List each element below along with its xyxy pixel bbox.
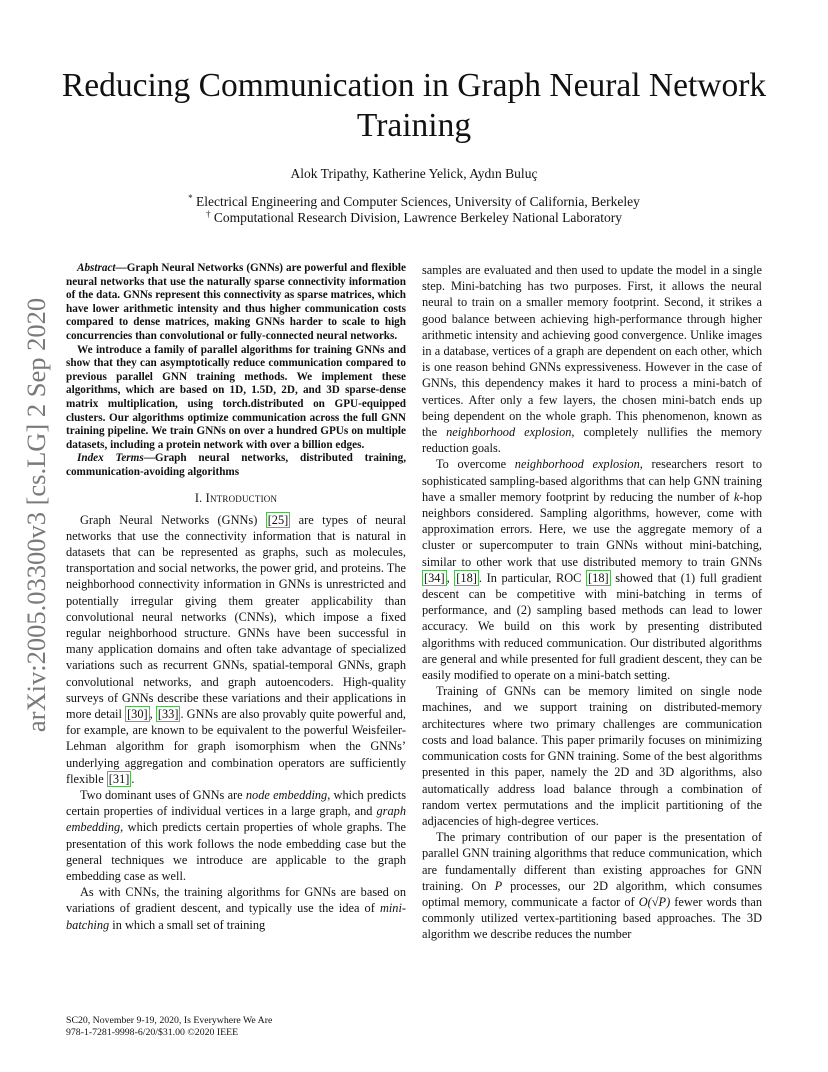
intro-paragraph-5: Training of GNNs can be memory limited on single node machines, and we support training on distributed-memory architectures where two primary challenges are communication costs and load balance. This paper primarily focuses on minimizing communication costs for GNN training. Some of the best algorithms presented in this paper, namely the 2D and 3D algorithms, also automatically address load balance through a combination of random vertex permutations and the implicit partitioning of the adjacencies of high-degree vertices. (422, 684, 762, 828)
text-run: To overcome (436, 457, 515, 472)
text-run: samples are evaluated and then used to update the model in a single step. Mini-batching has two purposes. First, it allows the neural neural to train on a smaller memory footprint. Second, it strikes a good balance between achieving high-performance through higher arithmetic intensity and achieving good convergence. Unlike images in a database, vertices of a graph are dependent on each other, which is one reason behind GNNs expressiveness. However in the case of GNNs, this dependency makes it hard to process a mini-batch of vertices. After only a few layers, the chosen mini-batch ends up being dependent on the whole graph. This phenomenon, known as the (422, 263, 762, 440)
intro-paragraph-4 (422, 456, 762, 683)
text-run: . In particular, ROC (478, 570, 587, 585)
text-run: , researchers resort to sophisticated sampling-based algorithms that can help GNN training have a smaller memory footprint by reducing the number of (422, 457, 762, 504)
intro-paragraph-2 (66, 787, 406, 884)
citation-link[interactable]: [18] (456, 570, 477, 585)
abstract-paragraph-2: We introduce a family of parallel algorithms for training GNNs and show that they can asymptotically reduce communication compared to previous parallel GNN training methods. We implement these algorithms, which are based on 1D, 1.5D, 2D, and 3D sparse-dense matrix multiplication, using torch.distributed on GPU-equipped clusters. Our algorithms optimize communication across the full GNN training pipeline. We train GNNs on over a hundred GPUs on multiple datasets, including a protein network with over a billion edges. (66, 343, 406, 451)
left-column (66, 262, 406, 933)
section-number: I. (194, 490, 203, 505)
text-run: in which a small set of training (109, 917, 266, 932)
section-title: Introduction (205, 490, 278, 505)
emphasis: neighborhood explosion (514, 457, 640, 472)
text-run: As with CNNs, the training algorithms for GNNs are based on variations of gradient descent, and typically use the idea of (66, 885, 406, 916)
text-run: . GNNs are also provably quite powerful and, for example, are known to be equivalent to the powerful Weisfeiler-Lehman algorithm for graph isomorphism when the GNNs’ underlying aggregation and combination operators are sufficiently flexible (66, 706, 407, 786)
conference-footer (66, 1015, 406, 1039)
section-heading-introduction (66, 490, 406, 506)
index-terms-text: Graph neural networks, distributed training, communication-avoiding algorithms (66, 452, 406, 478)
emphasis: graph embedding (66, 804, 406, 835)
affiliation-2 (60, 206, 768, 226)
intro-paragraph-3 (66, 884, 406, 933)
text-run: , (446, 570, 455, 585)
emphasis: mini-batching (66, 901, 406, 932)
right-column (422, 262, 762, 943)
math-expression: O(√P) (638, 894, 671, 909)
abstract (66, 262, 406, 480)
abstract-label: Abstract (77, 262, 116, 274)
math-variable: k (733, 489, 740, 504)
text-run: , (149, 706, 156, 721)
text-run: -hop neighbors considered. Sampling algorithms, however, come with approximation errors. Here, we use the aggregate memory of a cluster or supercomputer to train GNNs without mini-batching, similar to other work that use distributed memory to train GNNs (422, 489, 762, 569)
text-run: showed that (1) full gradient descent can be competitive with mini-batching in terms of performance, and (2) sampling based methods can lead to lower accuracy. We build on this work by presenting distributed algorithms with reduced communication. Our distributed algorithms are general and while presented for full gradient descent, they can be easily modified to operate on a mini-batch setting. (422, 570, 762, 683)
text-run: The primary contribution of our paper is the presentation of parallel GNN training algorithms that reduce communication, which are fundamentally different than existing approaches for GNN training. On (422, 830, 762, 893)
intro-paragraph-1 (66, 512, 406, 787)
citation-link[interactable]: [31] (108, 771, 130, 786)
text-run: Two dominant uses of GNNs are (80, 787, 246, 802)
footer-line-2: 978-1-7281-9998-6/20/$31.00 ©2020 IEEE (66, 1027, 239, 1038)
intro-paragraph-3-continued (422, 262, 762, 456)
citation-link[interactable]: [34] (424, 570, 445, 585)
index-terms-label: Index Terms (77, 452, 144, 465)
text-run: , completely nullifies the memory reduction goals. (422, 425, 762, 456)
citation-link[interactable]: [18] (588, 570, 609, 585)
abstract-text-1: Graph Neural Networks (GNNs) are powerful and flexible neural networks that use the naturally sparse connectivity information of the data. GNNs represent this connectivity as sparse matrices, which have lower arithmetic intensity and thus higher communication costs compared to dense matrices, making GNNs harder to scale to high concurrencies than convolutional or fully-connected neural networks. (66, 262, 406, 342)
index-terms: Index Terms—Graph neural networks, distributed training, communication-avoiding algorithms (66, 452, 406, 478)
arxiv-identifier[interactable]: arXiv:2005.03300v3 [cs.LG] 2 Sep 2020 (21, 297, 51, 733)
affiliation-mark: † (205, 209, 211, 219)
citation-link[interactable]: [30] (127, 706, 148, 721)
emphasis: node embedding (245, 787, 328, 802)
footer-line-1: SC20, November 9-19, 2020, Is Everywhere We Are (66, 1015, 273, 1026)
affiliation-text: Electrical Engineering and Computer Sciences, University of California, Berkeley (196, 194, 640, 209)
emphasis: neighborhood explosion (446, 425, 572, 440)
text-run: fewer words than commonly utilized vertex-partitioning based approaches. The 3D algorithm we describe reduces the number (422, 894, 762, 942)
affiliation-text: Computational Research Division, Lawrence Berkeley National Laboratory (213, 210, 623, 225)
math-variable: P (494, 878, 503, 893)
text-run: . (131, 771, 135, 786)
affiliation-mark: * (188, 193, 193, 203)
intro-paragraph-6 (422, 829, 762, 942)
text-run: Graph Neural Networks (GNNs) (80, 512, 266, 527)
author-list: Alok Tripathy, Katherine Yelick, Aydın Buluç (290, 166, 538, 181)
text-run: , which predicts certain properties of whole graphs. The presentation of this work follows the node embedding case but the general techniques we introduce are applicable to the graph embedding case as well. (66, 820, 406, 883)
citation-link[interactable]: [25] (267, 512, 289, 527)
citation-link[interactable]: [33] (157, 706, 179, 721)
text-run: processes, our 2D algorithm, which consumes optimal memory, communicate a factor of (422, 878, 762, 909)
text-run: , which predicts certain properties of individual vertices in a large graph, and (66, 787, 406, 819)
text-run: are types of neural networks that use the connectivity information that is natural in datasets that can be represented as graphs, such as molecules, transportation and social networks, the power grid, and proteins. The neighborhood connectivity information in GNNs is unrestricted and potentially irregular giving them greater applicability than convolutional neural networks (CNNs), which impose a fixed regular neighborhood structure. GNNs have been successful in many application domains and often take advantage of specialized variations such as recurrent GNNs, spatial-temporal GNNs, graph convolutional networks, and graph autoencoders. High-quality surveys of GNNs describe these variations and their applications in more detail (66, 512, 406, 721)
paper-title: Reducing Communication in Graph Neural Network Training (61, 67, 767, 144)
abstract-paragraph-1: Abstract—Graph Neural Networks (GNNs) are powerful and flexible neural networks that use the naturally sparse connectivity information of the data. GNNs represent this connectivity as sparse matrices, which have lower arithmetic intensity and thus higher communication costs compared to dense matrices, making GNNs harder to scale to high concurrencies than convolutional or fully-connected neural networks. (66, 262, 406, 342)
